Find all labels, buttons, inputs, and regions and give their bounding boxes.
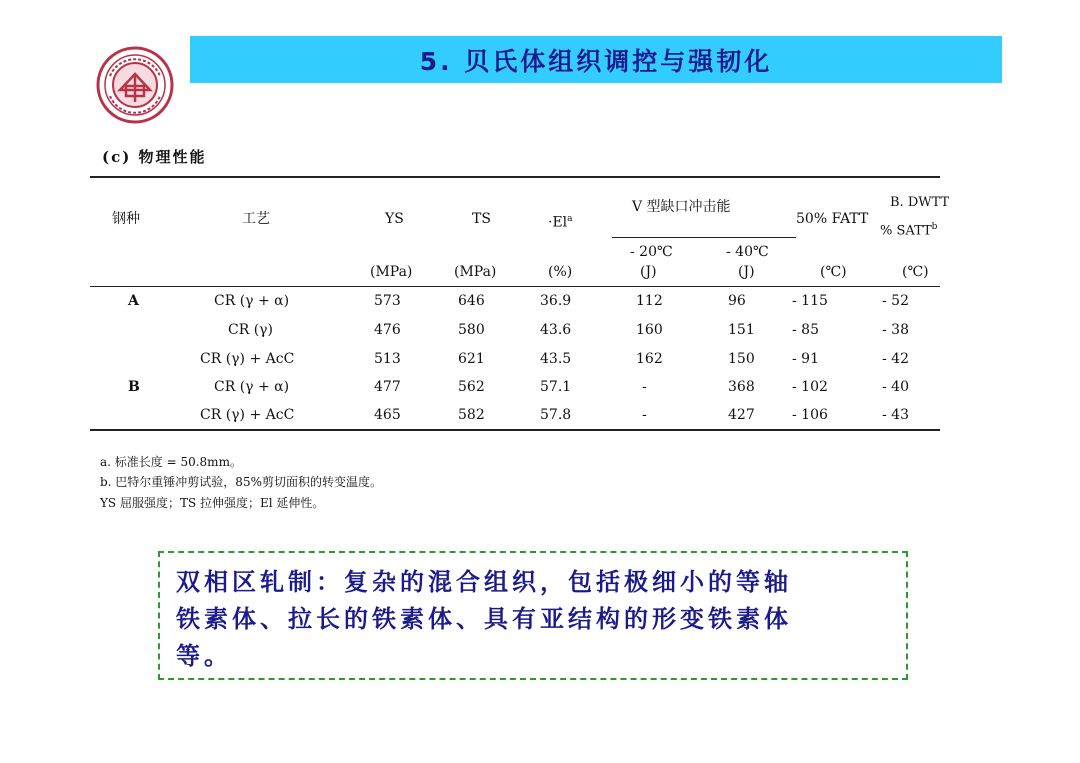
cell-process: CR (γ) + AcC [200,407,295,423]
cell-c20: - [642,379,647,395]
callout-line: 铁素体、拉长的铁素体、具有亚结构的形变铁素体 [176,604,792,633]
cell-c40: 427 [728,407,755,423]
charpy-rule [612,237,796,238]
university-seal-logo [96,46,174,124]
cell-ys: 477 [374,379,401,395]
callout-line: 等。 [176,641,232,670]
subheader-c20-unit: (J) [640,264,657,280]
footnote-b: b. 巴特尔重锤冲剪试验，85%剪切面积的转变温度。 [100,475,382,489]
cell-fatt: - 102 [792,379,828,395]
cell-c20: - [642,407,647,423]
cell-ts: 582 [458,407,485,423]
cell-fatt: - 91 [792,351,819,367]
table-top-rule [90,176,940,178]
subheader-el-unit: (%) [548,264,573,280]
cell-c40: 151 [728,322,755,338]
header-steel: 钢种 [112,211,140,227]
cell-steel: A [128,293,139,309]
cell-c20: 112 [636,293,663,309]
subheader-dwtt-unit: (℃) [902,264,929,280]
cell-process: CR (γ + α) [214,293,290,309]
cell-c40: 368 [728,379,755,395]
cell-dwtt: - 43 [882,407,909,423]
header-el-sup: a [567,214,573,224]
header-ts: TS [472,211,491,227]
cell-steel: B [128,379,140,395]
subheader-fatt-unit: (℃) [820,264,847,280]
cell-el: 57.1 [540,379,572,395]
cell-process: CR (γ + α) [214,379,290,395]
cell-c20: 160 [636,322,663,338]
footnote-a: a. 标准长度 = 50.8mm。 [100,455,242,469]
cell-el: 36.9 [540,293,572,309]
cell-ys: 573 [374,293,401,309]
header-bottom-rule [90,286,940,287]
header-dwtt-bottom-text: % SATT [880,223,932,239]
table-bottom-rule [90,429,940,431]
header-fatt: 50% FATT [796,211,869,227]
cell-ys: 465 [374,407,401,423]
header-ys: YS [385,211,404,227]
cell-fatt: - 106 [792,407,828,423]
title-bar [190,36,1002,83]
cell-process: CR (γ) + AcC [200,351,295,367]
header-dwtt-sup: b [931,222,938,232]
subheader-ts-unit: (MPa) [454,264,497,280]
subheader-c40-unit: (J) [738,264,755,280]
header-charpy: V 型缺口冲击能 [632,199,731,215]
cell-fatt: - 85 [792,322,819,338]
cell-ts: 562 [458,379,485,395]
cell-ts: 621 [458,351,485,367]
cell-el: 43.6 [540,322,572,338]
cell-process: CR (γ) [228,322,273,338]
cell-ys: 513 [374,351,401,367]
cell-c40: 96 [728,293,746,309]
cell-dwtt: - 38 [882,322,909,338]
header-el [548,210,573,232]
cell-ys: 476 [374,322,401,338]
cell-dwtt: - 52 [882,293,909,309]
cell-c20: 162 [636,351,663,367]
cell-c40: 150 [728,351,755,367]
header-el-text: ·El [548,214,568,231]
cell-ts: 580 [458,322,485,338]
subheader-c40: - 40℃ [726,244,769,260]
cell-el: 57.8 [540,407,572,423]
callout-box [158,551,908,680]
page-title: 5. 贝氏体组织调控与强韧化 [419,46,773,76]
cell-dwtt: - 40 [882,379,909,395]
header-dwtt-top: B. DWTT [890,195,950,210]
cell-ts: 646 [458,293,485,309]
callout-line: 双相区轧制：复杂的混合组织，包括极细小的等轴 [176,567,792,596]
subheader-ys-unit: (MPa) [370,264,413,280]
cell-fatt: - 115 [792,293,828,309]
footnote-abbrev: YS 屈服强度；TS 拉伸强度；El 延伸性。 [100,496,325,510]
cell-el: 43.5 [540,351,572,367]
header-process: 工艺 [242,211,270,227]
table-caption: (c) 物理性能 [102,148,207,166]
header-dwtt-bottom [880,218,937,240]
subheader-c20: - 20℃ [630,244,673,260]
cell-dwtt: - 42 [882,351,909,367]
